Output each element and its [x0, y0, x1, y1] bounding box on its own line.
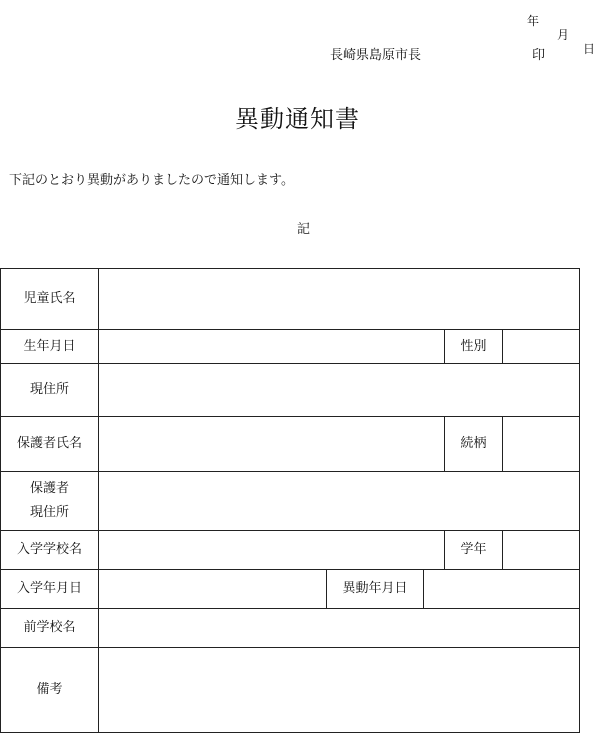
- address-field[interactable]: [99, 364, 579, 416]
- date-day: 日: [582, 42, 595, 56]
- document-title: 異動通知書: [235, 105, 360, 133]
- transfer-form-table: [0, 268, 580, 733]
- remarks-field[interactable]: [99, 648, 579, 732]
- school-label: 入学学校名: [1, 531, 99, 569]
- transfer-date-field[interactable]: [424, 570, 579, 608]
- admission-date-label: 入学年月日: [1, 570, 99, 608]
- remarks-label: 備考: [1, 648, 99, 732]
- gender-field[interactable]: [503, 330, 579, 363]
- row-address: [1, 364, 579, 417]
- previous-school-label: 前学校名: [1, 609, 99, 647]
- date-month: 月: [556, 28, 569, 42]
- row-previous-school: [1, 609, 579, 648]
- guardian-address-field[interactable]: [99, 472, 579, 530]
- birthdate-field[interactable]: [99, 330, 444, 363]
- relationship-field[interactable]: [503, 417, 579, 471]
- date-line: [526, 0, 595, 56]
- previous-school-field[interactable]: [99, 609, 579, 647]
- guardian-address-label: [1, 472, 99, 530]
- child-name-field[interactable]: [99, 269, 579, 329]
- row-child-name: [1, 269, 579, 330]
- grade-label: 学年: [444, 531, 503, 569]
- child-name-label: 児童氏名: [1, 269, 99, 329]
- date-year: 年: [526, 14, 539, 28]
- address-label: 現住所: [1, 364, 99, 416]
- relationship-label: 続柄: [444, 417, 503, 471]
- row-remarks: [1, 648, 579, 732]
- intro-text: 下記のとおり異動がありましたので通知します。: [9, 173, 294, 188]
- gender-label: 性別: [444, 330, 503, 363]
- grade-field[interactable]: [503, 531, 579, 569]
- row-school: [1, 531, 579, 570]
- guardian-name-label: 保護者氏名: [1, 417, 99, 471]
- row-dates: [1, 570, 579, 609]
- ki-heading: 記: [296, 222, 310, 237]
- seal-mark: 印: [532, 48, 546, 63]
- birthdate-label: 生年月日: [1, 330, 99, 363]
- row-birthdate: [1, 330, 579, 364]
- row-guardian-name: [1, 417, 579, 472]
- issuer-name: 長崎県島原市長: [330, 48, 422, 63]
- guardian-name-field[interactable]: [99, 417, 444, 471]
- guardian-address-label-line1: 保護者: [29, 481, 69, 496]
- school-field[interactable]: [99, 531, 444, 569]
- admission-date-field[interactable]: [99, 570, 326, 608]
- row-guardian-address: [1, 472, 579, 531]
- guardian-address-label-line2: 現住所: [29, 505, 69, 520]
- transfer-date-label: 異動年月日: [326, 570, 424, 608]
